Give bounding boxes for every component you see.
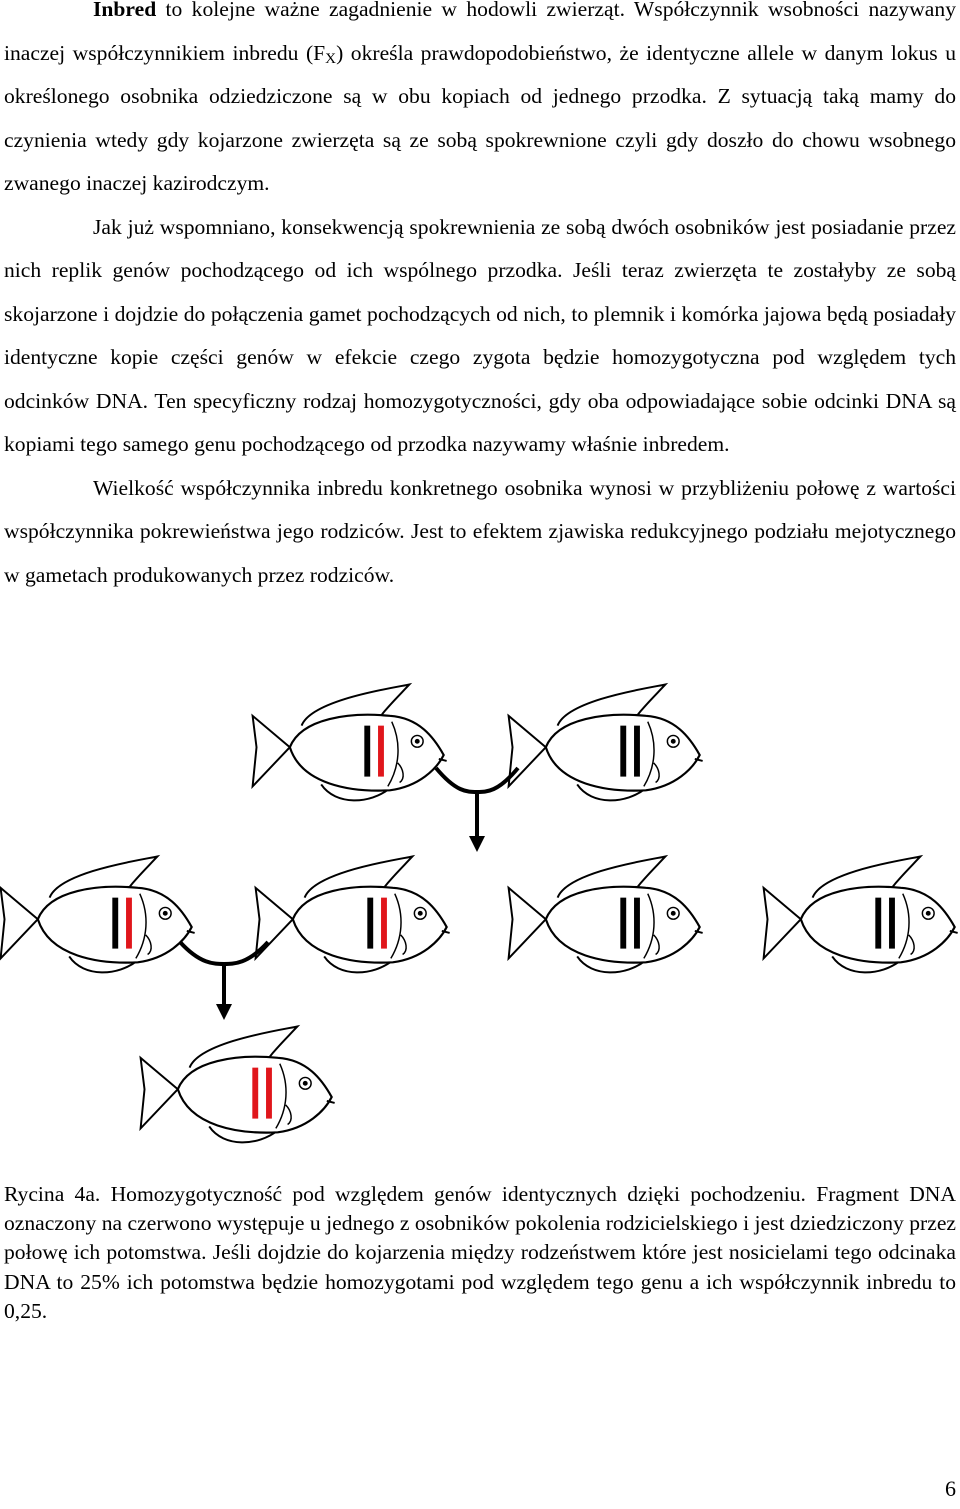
fish-icon [1,856,195,972]
paragraph-2: Jak już wspomniano, konsekwencją spokrewnienia ze sobą dwóch osobników jest posiadanie przez nich replik genów pochodzącego od ich wspólnego przodka. Jeśli teraz zwierzęta te zostałyby ze sobą skojarzone i dojdzie do połączenia gamet pochodzących od nich, to plemnik i komórka jajowa będą posiadały identyczne kopie części genów w efekcie czego zygota będzie homozygotyczna pod względem tych odcinków DNA. Ten specyficzny rodzaj homozygotyczności, gdy oba odpowiadające sobie odcinki DNA są kopiami tego samego genu pochodzącego od przodka nazywamy właśnie inbredem. [4,214,956,456]
dna-band-black [634,898,640,949]
dna-band-black [112,898,118,949]
fish-icon [764,856,958,972]
dna-band-black [364,726,370,777]
fish-icon [253,684,447,800]
bold-term: Inbred [93,0,157,21]
caption-text: Rycina 4a. Homozygotyczność pod względem genów identycznych dzięki pochodzeniu. Fragment DNA oznaczony na czerwono występuje u jednego z osobników pokolenia rodzicielskiego i jest dziedziczony przez połowę ich potomstwa. Jeśli dojdzie do kojarzenia między rodzeństwem które jest nosicielami tego odcinaka DNA to 25% ich potomstwa będzie homozygotami pod względem tego genu a ich współczynnik inbredu to 0,25. [4,1182,956,1323]
body-text [4,0,956,597]
parents-connector-arrow [436,768,518,838]
dna-band-red [266,1068,272,1119]
dna-band-red [126,898,132,949]
fish-icon [509,856,703,972]
subscript-x: X [325,50,337,67]
dna-band-red [381,898,387,949]
arrow-head-icon [469,836,485,852]
paragraph-1-part-1: to kolejne ważne zagadnienie w hodowli zwierząt. Współczynnik wsobności nazywany inaczej współczynnikiem inbredu (F [4,0,956,65]
dna-band-black [620,898,626,949]
paragraph-3: Wielkość współczynnika inbredu konkretnego osobnika wynosi w przybliżeniu połowę z wartości współczynnika pokrewieństwa jego rodziców. Jest to efektem zjawiska redukcyjnego podziału mejotycznego w gametach produkowanych przez rodziców. [4,475,956,587]
paragraph-1 [4,0,956,206]
figure-caption [4,1180,956,1326]
page-number: 6 [945,1476,956,1501]
dna-band-black [889,898,895,949]
arrow-head-icon [216,1004,232,1020]
dna-band-black [367,898,373,949]
fish-icon [256,856,450,972]
dna-band-red [252,1068,258,1119]
fish-icon [141,1026,335,1142]
dna-band-red [378,726,384,777]
dna-band-black [634,726,640,777]
siblings-connector-arrow [180,942,268,1006]
paragraph-1-part-2: ) określa prawdopodobieństwo, że identyczne allele w danym lokus u określonego osobnika odziedziczone są w obu kopiach od jednego przodka. Z sytuacją taką mamy do czynienia wtedy gdy kojarzone zwierzęta są ze sobą spokrewnione czyli gdy doszło do chowu wsobnego zwanego inaczej kazirodczym. [4,40,956,195]
dna-band-black [875,898,881,949]
fish-icon [509,684,703,800]
dna-band-black [620,726,626,777]
inbreeding-figure [0,680,960,1170]
